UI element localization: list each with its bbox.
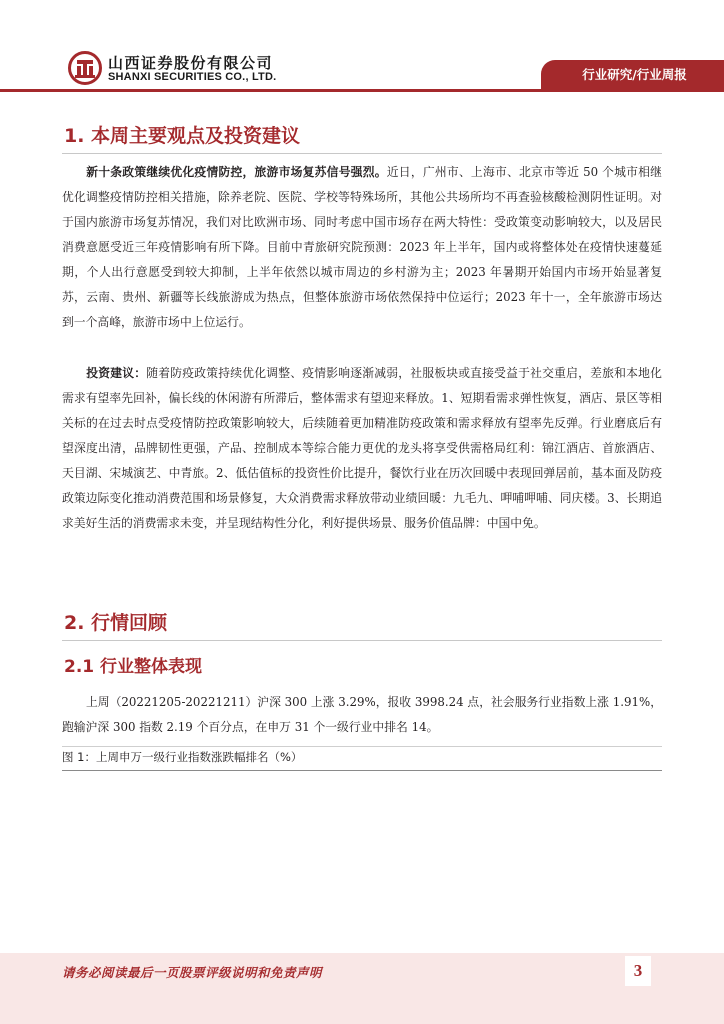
paragraph-market-review-text: 上周（20221205-20221211）沪深 300 上涨 3.29%，报收 3998.24 点，社会服务行业指数上涨 1.91%，跑输沪深 300 指数 2.19 个百分点，在申万 31 个一级行业中排名 14。 (62, 695, 662, 734)
paragraph-investment-lead: 投资建议： (86, 366, 147, 380)
company-name-cn: 山西证券股份有限公司 (108, 54, 274, 72)
paragraph-market-review (62, 690, 662, 740)
paragraph-policy (62, 160, 662, 335)
page-number: 3 (625, 956, 651, 986)
company-logo-icon (68, 51, 102, 85)
figure-top-rule (62, 746, 662, 747)
section-1-divider (62, 153, 662, 154)
page-header (0, 0, 724, 92)
paragraph-policy-body: 近日，广州市、上海市、北京市等近 50 个城市相继优化调整疫情防控相关措施，除养老院、医院、学校等特殊场所，其他公共场所均不再查验核酸检测阴性证明。对于国内旅游市场复苏情况，我们对比欧洲市场、同时考虑中国市场存在两大特性：受政策变动影响较大，以及居民消费意愿受近三年疫情影响有所下降。目前中青旅研究院预测：2023 年上半年，国内或将整体处在疫情快速蔓延期，个人出行意愿受到较大抑制，上半年依然以城市周边的乡村游为主；2023 年暑期开始国内市场开始显著复苏，云南、贵州、新疆等长线旅游成为热点，但整体旅游市场依然保持中位运行；2023 年十一，全年旅游市场达到一个高峰，旅游市场中上位运行。 (62, 165, 662, 329)
report-type-tab: 行业研究/行业周报 (541, 60, 724, 89)
company-name-en: SHANXI SECURITIES CO., LTD. (108, 71, 277, 83)
figure-caption: 图 1：上周申万一级行业指数涨跌幅排名（%） (62, 750, 303, 764)
section-2-divider (62, 640, 662, 641)
section-2-title: 2. 行情回顾 (64, 612, 168, 634)
paragraph-investment-body: 随着防疫政策持续优化调整、疫情影响逐渐减弱，社服板块或直接受益于社交重启，差旅和本地化需求有望率先回补，偏长线的休闲游有所滞后，整体需求有望迎来释放。1、短期看需求弹性恢复，酒店、景区等相关标的在过去时点受疫情防控政策影响较大，后续随着更加精准防疫政策和需求释放有望率先反弹。行业磨底后有望深度出清，品牌韧性更强，产品、控制成本等综合能力更优的龙头将享受供需格局红利：锦江酒店、首旅酒店、天目湖、宋城演艺、中青旅。2、低估值标的投资性价比提升，餐饮行业在历次回暖中表现回弹居前，基本面及防疫政策边际变化推动消费范围和场景修复，大众消费需求释放带动业绩回暖：九毛九、呷哺呷哺、同庆楼。3、长期追求美好生活的消费需求未变，并呈现结构性分化，利好提供场景、服务价值品牌：中国中免。 (62, 366, 662, 530)
footer-disclaimer: 请务必阅读最后一页股票评级说明和免责声明 (62, 965, 323, 980)
subsection-2-1-title: 2.1 行业整体表现 (64, 657, 203, 677)
paragraph-investment-advice (62, 361, 662, 536)
section-1-title: 1. 本周主要观点及投资建议 (64, 125, 301, 147)
figure-caption-rule (62, 770, 662, 771)
paragraph-policy-lead: 新十条政策继续优化疫情防控，旅游市场复苏信号强烈。 (86, 165, 387, 179)
header-divider (0, 89, 724, 92)
